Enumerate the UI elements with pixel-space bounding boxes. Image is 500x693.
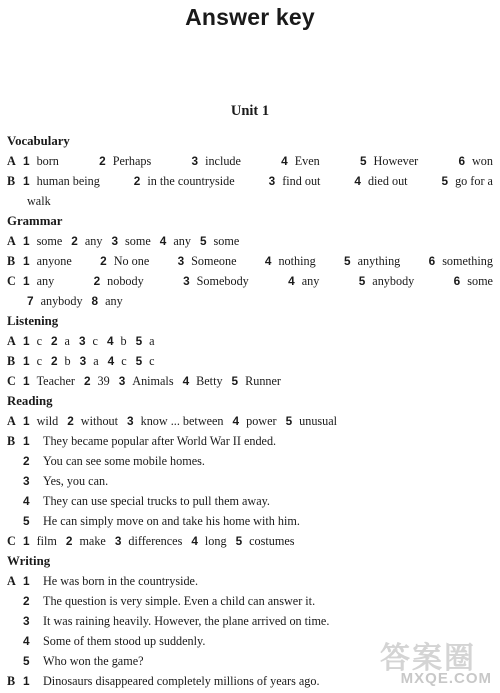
answer-item [354, 171, 407, 191]
item-number: 2 [50, 334, 58, 348]
item-answer: No one [113, 254, 150, 268]
item-answer: a [64, 334, 70, 348]
answer-item [183, 271, 249, 291]
answer-sentence-reading-b [7, 451, 493, 471]
answer-item [288, 271, 319, 291]
answer-item [178, 251, 237, 271]
item-number: 8 [91, 294, 99, 308]
item-number: 2 [93, 274, 101, 288]
item-answer: He can simply move on and take his home with him. [43, 514, 300, 528]
answer-item [458, 151, 493, 171]
item-answer: Perhaps [112, 154, 152, 168]
item-number: 5 [359, 154, 367, 168]
answer-item [23, 151, 59, 171]
answer-sentence-writing-a [7, 591, 493, 611]
item-number: 3 [114, 534, 122, 548]
item-number: 4 [182, 374, 190, 388]
answer-item [67, 411, 118, 431]
part-letter: B [7, 434, 16, 448]
answer-item [94, 271, 144, 291]
item-number: 5 [199, 234, 207, 248]
item-answer: any [84, 234, 103, 248]
item-answer: long [204, 534, 227, 548]
answer-items [23, 271, 493, 291]
item-answer: c [121, 354, 127, 368]
part-letter: A [7, 334, 16, 348]
answer-item [84, 371, 110, 391]
item-answer: b [64, 354, 71, 368]
item-answer: Some of them stood up suddenly. [43, 634, 206, 648]
answer-item [136, 351, 155, 371]
item-number: 1 [23, 434, 30, 448]
answer-row-grammar-a [7, 231, 493, 251]
answer-item [127, 411, 223, 431]
answer-items [23, 411, 493, 431]
answer-row-listening-a [7, 331, 493, 351]
answer-item [23, 331, 42, 351]
section-heading-vocabulary: Vocabulary [7, 134, 70, 148]
answer-row-grammar-c [7, 271, 493, 291]
item-number: 6 [458, 154, 465, 168]
answer-item [281, 151, 320, 171]
item-number: 4 [107, 354, 115, 368]
item-number: 5 [135, 354, 143, 368]
item-number: 3 [23, 614, 30, 628]
item-answer: include [205, 154, 241, 168]
item-answer: won [472, 154, 493, 168]
answer-row-continuation [7, 291, 493, 311]
unit-title: Unit 1 [230, 103, 270, 119]
item-answer: any [36, 274, 55, 288]
answer-row-continuation: walk [27, 194, 51, 208]
section-heading-writing: Writing [7, 554, 51, 568]
item-number: 4 [264, 254, 272, 268]
section-heading-listening: Listening [7, 314, 59, 328]
item-answer: anybody [40, 294, 83, 308]
item-number: 2 [50, 354, 58, 368]
watermark-top-text: 答案圈 [380, 642, 476, 675]
item-answer: any [301, 274, 320, 288]
answer-sentence-writing-a [7, 571, 493, 591]
section-heading-grammar: Grammar [7, 214, 63, 228]
part-letter: C [7, 274, 16, 288]
answer-item [23, 411, 58, 431]
item-answer: Runner [245, 374, 281, 388]
item-answer: They became popular after World War II ended. [43, 434, 277, 448]
item-answer: c [36, 334, 42, 348]
answer-row-vocabulary-b [7, 171, 493, 191]
item-number: 1 [23, 154, 30, 168]
answer-row-listening-c [7, 371, 493, 391]
answer-item [66, 531, 106, 551]
item-answer: anybody [372, 274, 415, 288]
answer-item [23, 371, 75, 391]
answer-items [23, 231, 493, 251]
answer-item [23, 231, 62, 251]
item-number: 2 [23, 594, 30, 608]
answer-item [286, 411, 337, 431]
item-answer: Somebody [196, 274, 249, 288]
item-number: 7 [27, 294, 34, 308]
item-number: 4 [159, 234, 167, 248]
item-answer: Who won the game? [43, 654, 144, 668]
answer-item [136, 331, 155, 351]
item-number: 5 [135, 334, 143, 348]
item-number: 2 [83, 374, 91, 388]
answer-item [134, 171, 235, 191]
item-answer: a [93, 354, 99, 368]
item-answer: nothing [278, 254, 316, 268]
answer-item [344, 251, 400, 271]
answer-item [92, 291, 123, 311]
item-number: 1 [23, 374, 30, 388]
item-number: 4 [23, 494, 30, 508]
answer-item [99, 151, 151, 171]
item-answer: 39 [97, 374, 110, 388]
item-answer: make [79, 534, 106, 548]
item-answer: film [36, 534, 57, 548]
answer-item [23, 351, 42, 371]
item-number: 1 [23, 414, 30, 428]
item-number: 1 [23, 254, 30, 268]
item-number: 3 [79, 354, 87, 368]
answer-item [23, 531, 57, 551]
answer-row-vocabulary-a [7, 151, 493, 171]
item-number: 5 [358, 274, 366, 288]
item-answer: some [125, 234, 151, 248]
item-answer: some [467, 274, 493, 288]
answer-item [23, 251, 72, 271]
item-answer: go for a [455, 174, 493, 188]
part-letter: A [7, 234, 16, 248]
item-answer: anyone [36, 254, 72, 268]
item-number: 1 [23, 574, 30, 588]
item-number: 3 [183, 274, 190, 288]
answer-item [269, 171, 321, 191]
item-number: 3 [111, 234, 119, 248]
item-answer: any [173, 234, 191, 248]
answer-item [191, 531, 226, 551]
answer-item [200, 231, 239, 251]
item-answer: Yes, you can. [43, 474, 109, 488]
answer-item [265, 251, 316, 271]
item-answer: anything [357, 254, 401, 268]
item-answer: You can see some mobile homes. [43, 454, 205, 468]
item-number: 4 [232, 414, 240, 428]
item-answer: find out [282, 174, 321, 188]
item-number: 3 [268, 174, 276, 188]
answer-item [71, 231, 102, 251]
item-number: 3 [191, 154, 199, 168]
item-answer: something [442, 254, 493, 268]
item-answer: without [80, 414, 119, 428]
item-answer: power [246, 414, 277, 428]
answer-sentence-reading-b [7, 471, 493, 491]
item-answer: Dinosaurs disappeared completely millions of years ago. [43, 674, 320, 688]
answer-sentence-reading-b [7, 431, 493, 451]
item-number: 1 [23, 334, 30, 348]
answer-item [160, 231, 191, 251]
item-answer: nobody [107, 274, 144, 288]
part-letter: A [7, 154, 16, 168]
item-number: 2 [99, 154, 106, 168]
item-number: 2 [23, 454, 30, 468]
answer-item [80, 351, 99, 371]
item-answer: c [149, 354, 155, 368]
answer-item [23, 271, 54, 291]
item-answer: differences [128, 534, 183, 548]
answer-item [360, 151, 418, 171]
item-number: 4 [23, 634, 30, 648]
answer-items [23, 151, 493, 171]
item-number: 3 [127, 414, 134, 428]
answer-sentence-reading-b [7, 491, 493, 511]
answer-item [442, 171, 493, 191]
item-number: 1 [23, 674, 30, 688]
page-title: Answer key [185, 4, 315, 30]
answer-row-listening-b [7, 351, 493, 371]
item-answer: some [213, 234, 240, 248]
answer-row-grammar-b [7, 251, 493, 271]
answer-row-reading-c [7, 531, 493, 551]
watermark-bottom-text: MXQE.COM [400, 670, 492, 687]
part-letter: B [7, 674, 16, 688]
item-number: 1 [23, 274, 30, 288]
watermark-logo [346, 631, 496, 691]
answer-item [107, 331, 127, 351]
answer-sentence-writing-a [7, 611, 493, 631]
item-answer: unusual [299, 414, 338, 428]
answer-sentence-reading-b [7, 511, 493, 531]
item-answer: Even [294, 154, 320, 168]
item-number: 4 [354, 174, 361, 188]
answer-item [233, 411, 277, 431]
item-number: 5 [23, 514, 30, 528]
item-number: 2 [67, 414, 74, 428]
part-letter: A [7, 574, 16, 588]
item-number: 2 [65, 534, 73, 548]
item-answer: It was raining heavily. However, the plane arrived on time. [43, 614, 330, 628]
answer-item [236, 531, 295, 551]
item-number: 1 [23, 354, 30, 368]
item-number: 2 [71, 234, 78, 248]
answer-items [23, 351, 493, 371]
part-letter: B [7, 254, 16, 268]
item-number: 3 [177, 254, 185, 268]
part-letter: B [7, 174, 16, 188]
item-number: 5 [23, 654, 30, 668]
item-number: 6 [453, 274, 461, 288]
answer-item [232, 371, 281, 391]
item-answer: know ... between [140, 414, 224, 428]
item-number: 5 [344, 254, 351, 268]
answer-item [51, 331, 70, 351]
item-number: 5 [441, 174, 449, 188]
answer-item [454, 271, 493, 291]
item-number: 2 [133, 174, 141, 188]
item-number: 3 [78, 334, 86, 348]
item-answer: any [105, 294, 123, 308]
item-number: 4 [191, 534, 198, 548]
item-answer: c [36, 354, 42, 368]
item-answer: He was born in the countryside. [43, 574, 199, 588]
answer-items [23, 251, 493, 271]
item-number: 1 [23, 234, 30, 248]
item-number: 5 [285, 414, 293, 428]
item-answer: died out [367, 174, 408, 188]
item-answer: They can use special trucks to pull them away. [43, 494, 270, 508]
item-answer: Betty [196, 374, 223, 388]
item-number: 1 [23, 174, 30, 188]
item-number: 5 [235, 534, 243, 548]
answer-items [23, 331, 493, 351]
answer-item [51, 351, 71, 371]
answer-item [79, 331, 98, 351]
answer-item [108, 351, 127, 371]
answer-items [23, 171, 493, 191]
item-answer: wild [36, 414, 59, 428]
item-number: 4 [106, 334, 114, 348]
item-answer: some [36, 234, 63, 248]
item-answer: However [373, 154, 419, 168]
section-heading-reading: Reading [7, 394, 53, 408]
answer-row-reading-a [7, 411, 493, 431]
part-letter: B [7, 354, 16, 368]
answer-items [23, 531, 493, 551]
item-answer: Someone [191, 254, 237, 268]
answer-item [359, 271, 415, 291]
item-answer: born [36, 154, 59, 168]
answer-item [119, 371, 174, 391]
item-number: 4 [288, 274, 295, 288]
answer-content [7, 131, 493, 691]
item-number: 1 [23, 534, 30, 548]
answer-item [100, 251, 149, 271]
item-number: 3 [23, 474, 30, 488]
part-letter: C [7, 534, 16, 548]
item-answer: c [92, 334, 98, 348]
item-answer: Teacher [36, 374, 75, 388]
item-answer: The question is very simple. Even a child can answer it. [43, 594, 316, 608]
answer-items [23, 371, 493, 391]
item-number: 3 [118, 374, 126, 388]
answer-item [115, 531, 182, 551]
item-answer: costumes [249, 534, 295, 548]
item-answer: a [149, 334, 155, 348]
answer-item [27, 291, 83, 311]
part-letter: A [7, 414, 16, 428]
item-answer: b [120, 334, 127, 348]
part-letter: C [7, 374, 16, 388]
item-answer: Animals [132, 374, 174, 388]
item-number: 2 [100, 254, 107, 268]
item-number: 5 [231, 374, 239, 388]
answer-item [183, 371, 223, 391]
answer-item [23, 171, 100, 191]
answer-item [429, 251, 493, 271]
item-answer: human being [36, 174, 100, 188]
item-number: 4 [281, 154, 288, 168]
answer-item [111, 231, 150, 251]
item-number: 6 [428, 254, 436, 268]
item-answer: in the countryside [147, 174, 235, 188]
answer-item [192, 151, 241, 171]
